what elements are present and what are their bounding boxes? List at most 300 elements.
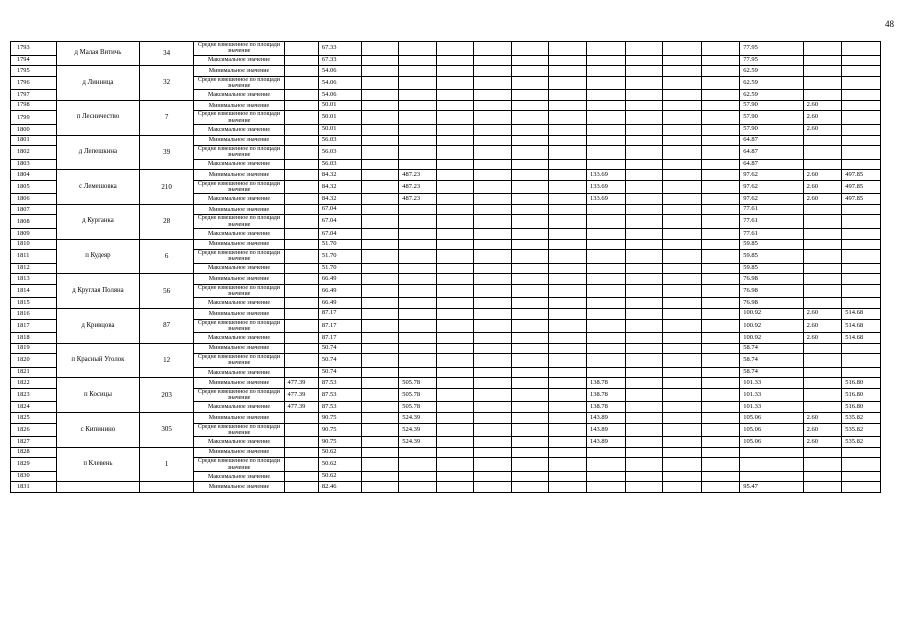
value-cell [474, 437, 512, 448]
value-type-label: Средне взвешенное по площади значение [194, 250, 284, 264]
value-cell [842, 447, 881, 458]
value-cell [511, 204, 549, 215]
settlement-name: п Косицы [57, 378, 140, 413]
row-number: 1807 [11, 204, 57, 215]
value-cell [663, 378, 702, 389]
value-cell [549, 250, 587, 264]
value-cell [474, 367, 512, 378]
value-cell [842, 274, 881, 285]
value-cell [842, 263, 881, 274]
value-type-label: Минимальное значение [194, 343, 284, 354]
value-cell [436, 111, 474, 125]
value-cell [436, 447, 474, 458]
value-cell [663, 76, 702, 90]
value-cell [842, 458, 881, 472]
value-type-label: Средне взвешенное по площади значение [194, 42, 284, 56]
value-cell [701, 170, 740, 181]
value-cell [663, 250, 702, 264]
value-cell [842, 100, 881, 111]
value-cell [284, 423, 318, 437]
value-cell [399, 343, 437, 354]
value-type-label: Максимальное значение [194, 194, 284, 205]
value-cell [701, 66, 740, 77]
value-cell [399, 111, 437, 125]
value-cell [436, 146, 474, 160]
value-cell [474, 402, 512, 413]
value-cell: 59.85 [740, 239, 803, 250]
value-type-label: Средне взвешенное по площади значение [194, 423, 284, 437]
value-cell [803, 471, 842, 482]
value-cell: 505.78 [399, 378, 437, 389]
value-cell: 51.70 [318, 250, 361, 264]
value-cell [803, 159, 842, 170]
table-row [11, 204, 881, 215]
value-cell [361, 367, 399, 378]
value-cell [586, 333, 625, 344]
value-cell [436, 471, 474, 482]
value-cell [803, 388, 842, 402]
value-cell [474, 66, 512, 77]
value-cell [740, 471, 803, 482]
value-cell [511, 402, 549, 413]
row-number: 1802 [11, 146, 57, 160]
value-cell [625, 229, 663, 240]
value-cell [549, 194, 587, 205]
value-cell [701, 274, 740, 285]
value-cell [625, 447, 663, 458]
value-cell [436, 159, 474, 170]
value-cell [625, 423, 663, 437]
value-cell [436, 239, 474, 250]
value-cell [399, 42, 437, 56]
value-cell: 64.87 [740, 146, 803, 160]
value-cell [663, 55, 702, 66]
value-cell [586, 204, 625, 215]
value-cell [625, 170, 663, 181]
value-type-label: Максимальное значение [194, 298, 284, 309]
value-type-label: Максимальное значение [194, 437, 284, 448]
value-cell: 497.85 [842, 194, 881, 205]
row-number: 1809 [11, 229, 57, 240]
table-row [11, 42, 881, 56]
value-cell: 67.33 [318, 42, 361, 56]
value-cell [549, 437, 587, 448]
value-cell [399, 204, 437, 215]
settlement-name: с Кипинино [57, 413, 140, 448]
value-cell [701, 100, 740, 111]
row-number: 1793 [11, 42, 57, 56]
value-cell: 133.69 [586, 194, 625, 205]
value-cell [284, 180, 318, 194]
row-number: 1815 [11, 298, 57, 309]
value-cell [436, 298, 474, 309]
settlement-name: д Круглая Поляна [57, 274, 140, 309]
value-cell [842, 215, 881, 229]
value-cell [361, 333, 399, 344]
row-number: 1806 [11, 194, 57, 205]
value-cell [625, 100, 663, 111]
value-cell [284, 354, 318, 368]
value-cell [803, 239, 842, 250]
value-cell [740, 447, 803, 458]
value-cell [663, 215, 702, 229]
value-cell [625, 471, 663, 482]
value-cell [701, 204, 740, 215]
value-cell [701, 194, 740, 205]
value-cell [474, 170, 512, 181]
value-cell [399, 298, 437, 309]
value-cell [361, 482, 399, 493]
value-cell [361, 180, 399, 194]
value-cell: 143.89 [586, 413, 625, 424]
value-cell [701, 239, 740, 250]
value-cell [842, 343, 881, 354]
value-cell [436, 100, 474, 111]
value-cell: 514.68 [842, 319, 881, 333]
value-cell [701, 458, 740, 472]
value-cell [436, 284, 474, 298]
value-cell [842, 146, 881, 160]
value-cell [284, 66, 318, 77]
value-cell [361, 298, 399, 309]
value-cell [511, 239, 549, 250]
value-cell [361, 239, 399, 250]
value-cell [361, 135, 399, 146]
value-cell [586, 274, 625, 285]
value-cell [511, 437, 549, 448]
row-number: 1820 [11, 354, 57, 368]
value-cell [399, 124, 437, 135]
value-cell: 95.47 [740, 482, 803, 493]
value-cell: 535.82 [842, 437, 881, 448]
value-cell [474, 471, 512, 482]
value-cell [549, 159, 587, 170]
value-type-label: Средне взвешенное по площади значение [194, 180, 284, 194]
table-row [11, 66, 881, 77]
value-cell [586, 458, 625, 472]
value-cell [549, 458, 587, 472]
value-cell [701, 388, 740, 402]
value-cell [586, 263, 625, 274]
row-number: 1794 [11, 55, 57, 66]
value-type-label: Минимальное значение [194, 482, 284, 493]
value-cell: 50.74 [318, 354, 361, 368]
value-cell [399, 76, 437, 90]
value-cell [284, 239, 318, 250]
value-cell: 101.33 [740, 402, 803, 413]
value-cell [399, 146, 437, 160]
value-cell [511, 413, 549, 424]
value-cell [663, 333, 702, 344]
value-cell: 76.98 [740, 274, 803, 285]
value-cell: 477.39 [284, 378, 318, 389]
value-cell [549, 354, 587, 368]
value-cell [803, 274, 842, 285]
value-cell [284, 333, 318, 344]
value-type-label: Средне взвешенное по площади значение [194, 76, 284, 90]
value-cell [361, 437, 399, 448]
value-type-label: Минимальное значение [194, 447, 284, 458]
value-cell [436, 204, 474, 215]
value-cell [361, 447, 399, 458]
value-cell: 2.60 [803, 124, 842, 135]
value-cell [549, 284, 587, 298]
value-cell [842, 482, 881, 493]
value-cell [511, 333, 549, 344]
value-cell [625, 308, 663, 319]
value-cell: 2.60 [803, 319, 842, 333]
value-cell [625, 66, 663, 77]
value-cell [663, 298, 702, 309]
value-cell [284, 124, 318, 135]
value-cell [436, 215, 474, 229]
value-cell [842, 111, 881, 125]
value-cell: 56.03 [318, 159, 361, 170]
value-cell [474, 274, 512, 285]
table-row [11, 378, 881, 389]
value-cell [436, 90, 474, 101]
value-type-label: Минимальное значение [194, 170, 284, 181]
value-cell [284, 437, 318, 448]
value-cell: 64.87 [740, 159, 803, 170]
value-cell [803, 66, 842, 77]
value-cell [284, 413, 318, 424]
value-cell: 97.62 [740, 180, 803, 194]
value-cell: 487.23 [399, 170, 437, 181]
value-cell [474, 423, 512, 437]
value-cell [284, 274, 318, 285]
value-cell [701, 146, 740, 160]
row-number: 1826 [11, 423, 57, 437]
value-cell [663, 471, 702, 482]
settlement-name: п Красный Уголок [57, 343, 140, 378]
value-cell [586, 447, 625, 458]
value-cell [625, 159, 663, 170]
value-cell [803, 447, 842, 458]
value-cell: 59.85 [740, 250, 803, 264]
value-cell [436, 135, 474, 146]
value-cell [549, 413, 587, 424]
value-cell: 100.92 [740, 319, 803, 333]
value-cell: 90.75 [318, 413, 361, 424]
value-cell [511, 90, 549, 101]
value-cell [663, 170, 702, 181]
value-cell [474, 159, 512, 170]
value-cell [586, 42, 625, 56]
value-cell: 56.03 [318, 135, 361, 146]
value-type-label: Минимальное значение [194, 378, 284, 389]
value-cell: 54.06 [318, 76, 361, 90]
value-cell: 76.98 [740, 284, 803, 298]
value-cell [436, 170, 474, 181]
value-cell [625, 146, 663, 160]
value-cell [625, 343, 663, 354]
value-cell [399, 135, 437, 146]
value-cell [436, 458, 474, 472]
value-cell [511, 274, 549, 285]
value-cell [436, 308, 474, 319]
value-cell [701, 423, 740, 437]
settlement-count: 34 [139, 42, 194, 66]
value-cell [586, 66, 625, 77]
value-cell [842, 204, 881, 215]
value-cell [701, 343, 740, 354]
value-cell [361, 458, 399, 472]
value-cell [549, 100, 587, 111]
value-cell [586, 146, 625, 160]
value-cell: 133.69 [586, 170, 625, 181]
value-cell [399, 239, 437, 250]
value-cell: 514.68 [842, 333, 881, 344]
value-cell [625, 55, 663, 66]
value-cell [701, 413, 740, 424]
value-cell [474, 204, 512, 215]
value-cell [361, 319, 399, 333]
value-cell [511, 471, 549, 482]
value-cell [625, 124, 663, 135]
value-cell [586, 229, 625, 240]
value-cell [842, 284, 881, 298]
value-cell [511, 319, 549, 333]
value-cell: 87.17 [318, 319, 361, 333]
value-cell [511, 42, 549, 56]
value-cell [625, 458, 663, 472]
value-cell [663, 180, 702, 194]
settlement-count: 305 [139, 413, 194, 448]
value-cell [549, 215, 587, 229]
value-cell [701, 482, 740, 493]
value-cell [361, 274, 399, 285]
value-cell [663, 284, 702, 298]
value-cell [663, 319, 702, 333]
value-cell [474, 378, 512, 389]
value-cell: 50.62 [318, 447, 361, 458]
value-cell [284, 284, 318, 298]
value-cell [361, 471, 399, 482]
settlement-name: д Лепешкина [57, 135, 140, 170]
value-cell: 2.60 [803, 170, 842, 181]
value-cell [803, 55, 842, 66]
value-cell [803, 263, 842, 274]
value-cell [436, 423, 474, 437]
value-cell [549, 263, 587, 274]
settlement-name: п Кудеяр [57, 239, 140, 274]
value-cell: 516.80 [842, 402, 881, 413]
value-cell: 50.62 [318, 458, 361, 472]
value-cell: 2.60 [803, 308, 842, 319]
value-type-label: Средне взвешенное по площади значение [194, 284, 284, 298]
value-cell [549, 204, 587, 215]
value-cell [586, 76, 625, 90]
value-cell: 516.80 [842, 378, 881, 389]
value-cell [436, 66, 474, 77]
value-cell [803, 215, 842, 229]
value-cell: 524.39 [399, 423, 437, 437]
value-cell: 62.59 [740, 66, 803, 77]
value-cell: 64.87 [740, 135, 803, 146]
value-cell: 100.92 [740, 308, 803, 319]
value-type-label: Средне взвешенное по площади значение [194, 146, 284, 160]
value-cell: 105.06 [740, 423, 803, 437]
value-cell [511, 367, 549, 378]
value-cell [361, 76, 399, 90]
value-cell [436, 76, 474, 90]
value-cell: 50.01 [318, 100, 361, 111]
value-cell [625, 298, 663, 309]
value-cell [361, 124, 399, 135]
value-cell: 84.32 [318, 180, 361, 194]
value-cell [511, 76, 549, 90]
value-cell [511, 194, 549, 205]
value-cell [549, 333, 587, 344]
value-cell [586, 124, 625, 135]
value-cell [586, 367, 625, 378]
value-cell [586, 298, 625, 309]
value-cell [436, 55, 474, 66]
settlement-count: 12 [139, 343, 194, 378]
value-cell: 138.78 [586, 402, 625, 413]
value-type-label: Максимальное значение [194, 402, 284, 413]
value-cell: 67.04 [318, 215, 361, 229]
value-cell [474, 388, 512, 402]
value-cell [549, 298, 587, 309]
value-cell [701, 124, 740, 135]
value-cell [361, 229, 399, 240]
value-cell: 67.33 [318, 55, 361, 66]
value-cell [399, 308, 437, 319]
value-cell [284, 263, 318, 274]
value-cell [663, 343, 702, 354]
value-cell [511, 298, 549, 309]
value-cell [399, 66, 437, 77]
value-type-label: Максимальное значение [194, 55, 284, 66]
value-cell: 87.53 [318, 402, 361, 413]
value-cell: 2.60 [803, 111, 842, 125]
value-cell [625, 111, 663, 125]
value-cell [361, 90, 399, 101]
value-cell [803, 250, 842, 264]
value-cell [586, 354, 625, 368]
value-cell: 50.01 [318, 124, 361, 135]
value-cell [701, 135, 740, 146]
value-cell [549, 482, 587, 493]
value-cell: 514.68 [842, 308, 881, 319]
value-cell [549, 229, 587, 240]
value-cell [663, 367, 702, 378]
value-cell: 2.60 [803, 194, 842, 205]
value-cell [701, 76, 740, 90]
value-cell [803, 354, 842, 368]
value-cell [586, 471, 625, 482]
row-number: 1801 [11, 135, 57, 146]
value-type-label: Максимальное значение [194, 90, 284, 101]
row-number: 1811 [11, 250, 57, 264]
value-cell [436, 354, 474, 368]
row-number: 1798 [11, 100, 57, 111]
value-cell [701, 159, 740, 170]
value-cell [361, 388, 399, 402]
row-number: 1808 [11, 215, 57, 229]
value-cell: 90.75 [318, 437, 361, 448]
value-cell [511, 388, 549, 402]
value-cell: 56.03 [318, 146, 361, 160]
value-cell: 58.74 [740, 354, 803, 368]
value-cell [284, 229, 318, 240]
value-cell [399, 55, 437, 66]
table-row [11, 413, 881, 424]
value-cell [549, 378, 587, 389]
value-cell [361, 308, 399, 319]
